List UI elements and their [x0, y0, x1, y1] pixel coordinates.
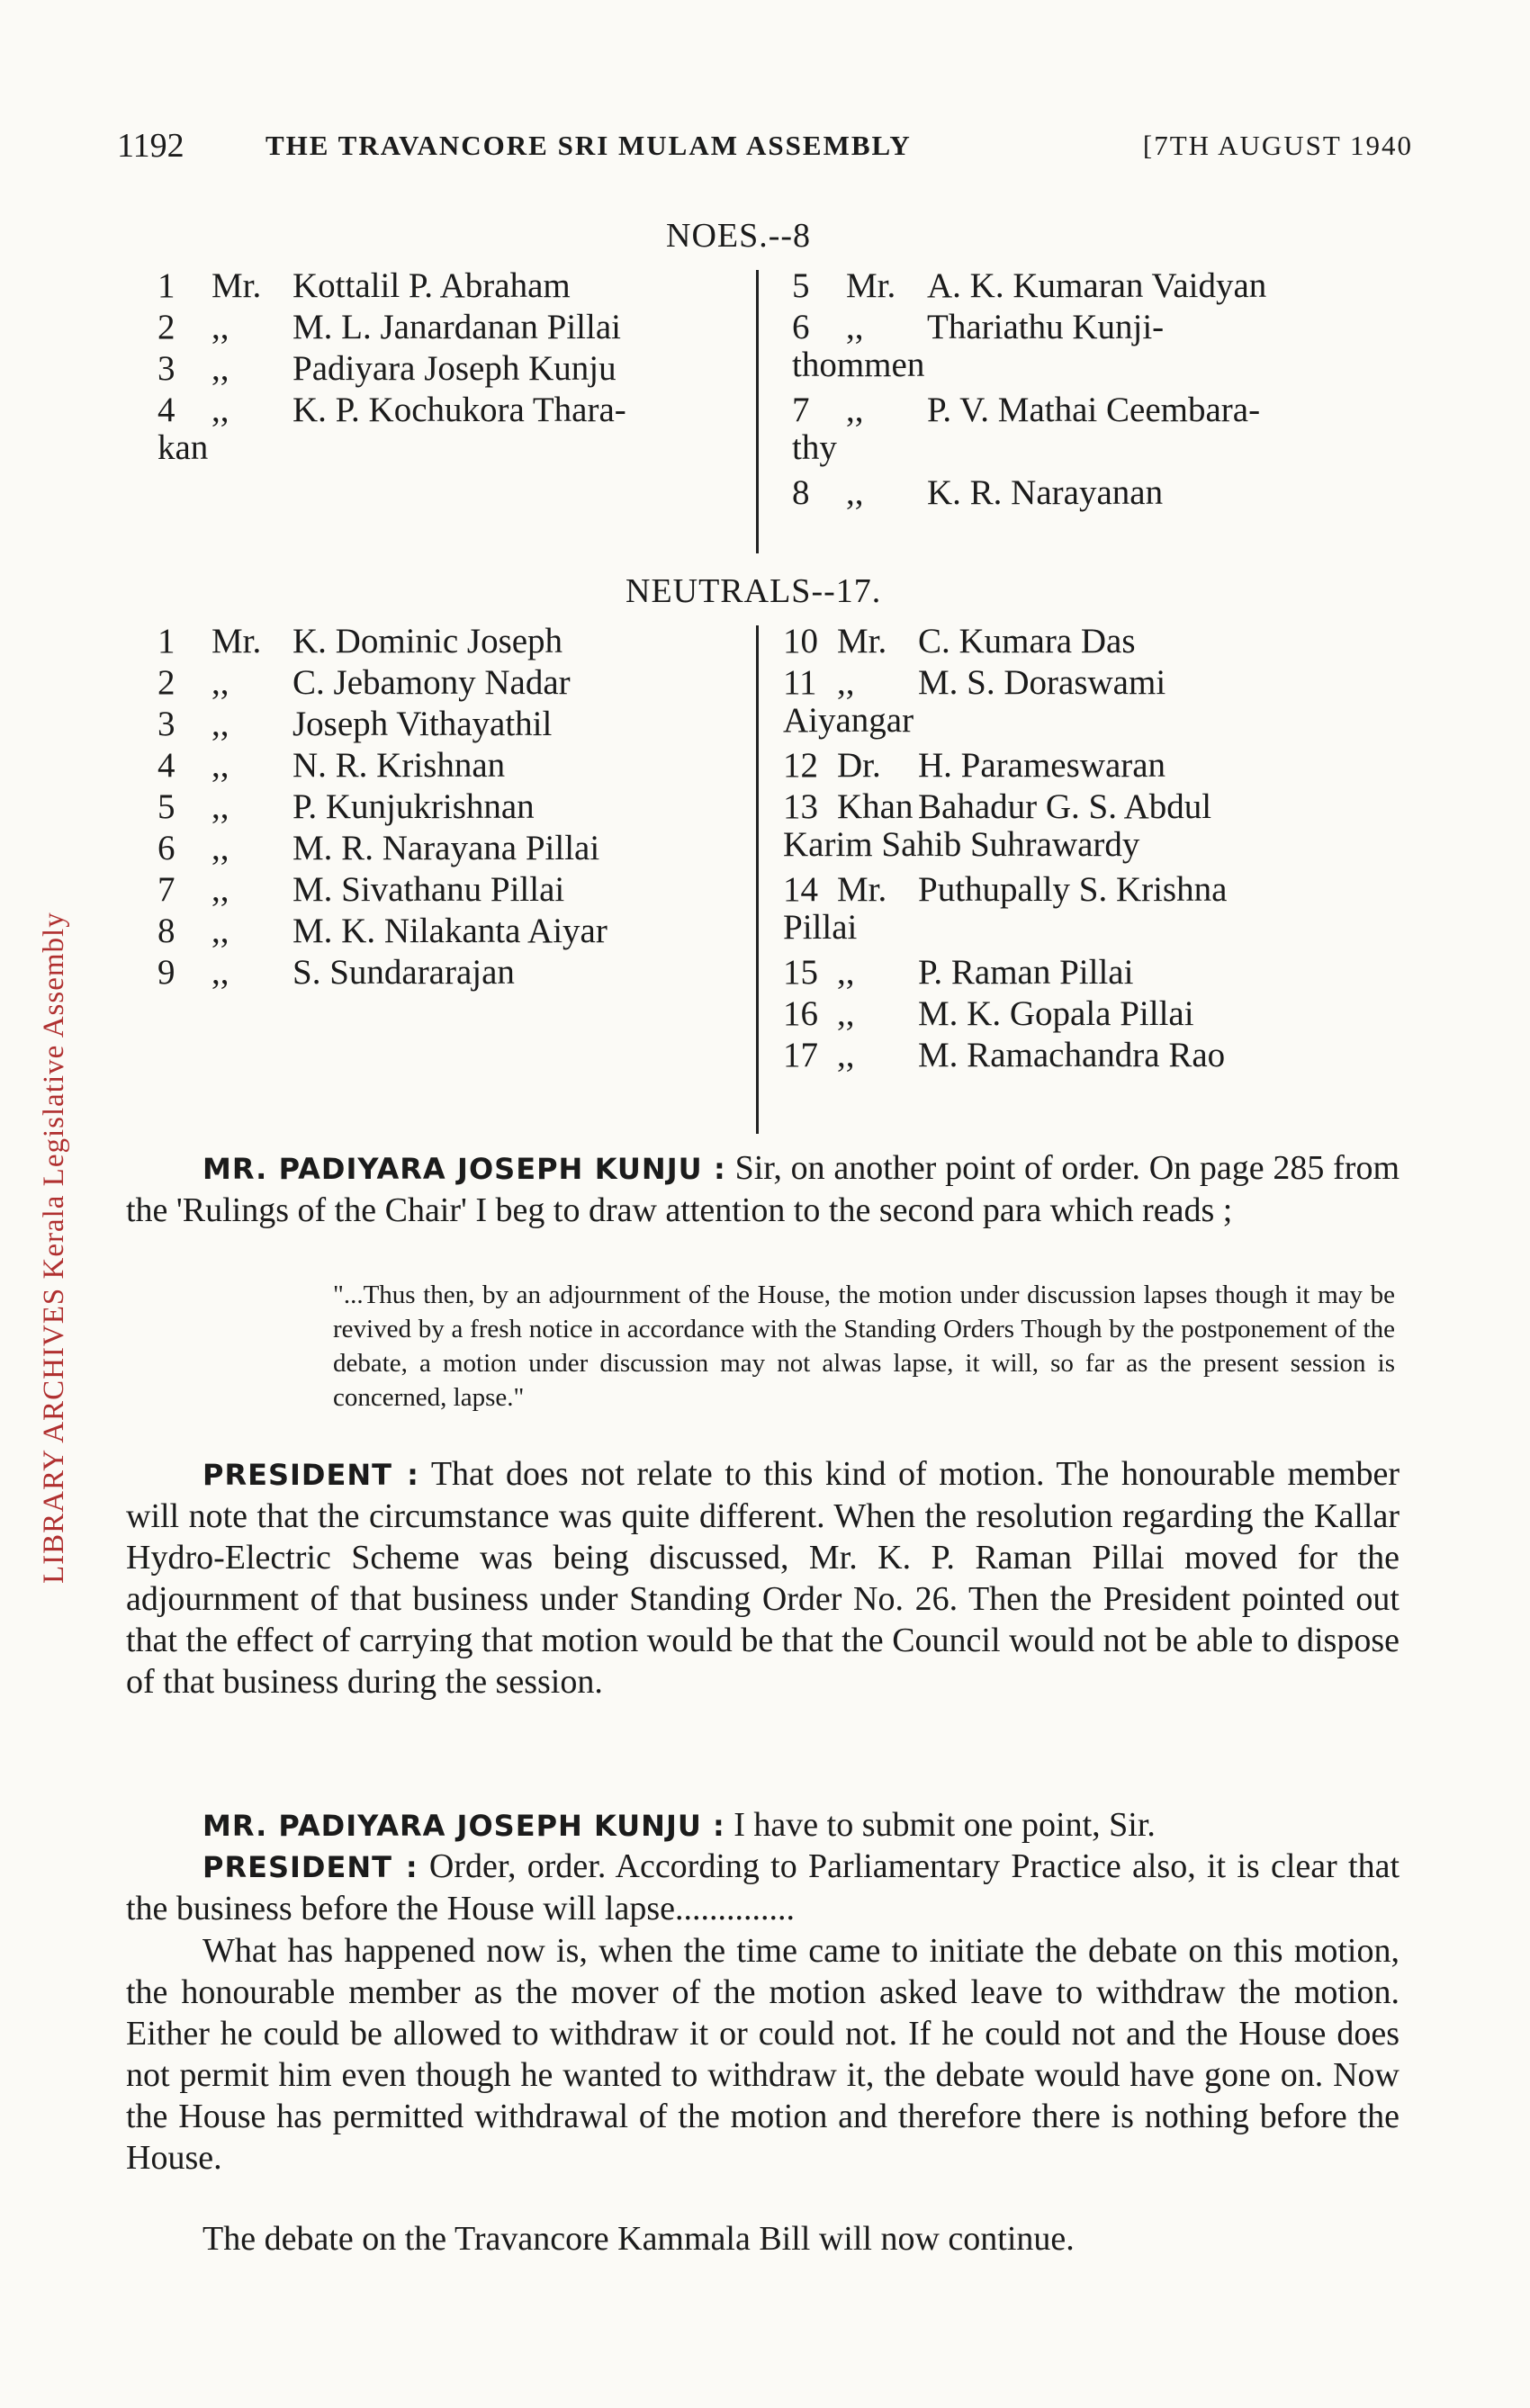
member-number: 1 — [158, 266, 176, 305]
member-entry — [792, 307, 1386, 348]
member-name: A. K. Kumaran Vaidyan — [927, 266, 1267, 305]
member-number: 5 — [792, 266, 810, 305]
member-title: ,, — [846, 308, 864, 346]
member-name: C. Jebamony Nadar — [292, 663, 571, 702]
member-entry — [158, 952, 734, 993]
member-entry — [158, 390, 734, 431]
member-name: K. P. Kochukora Thara- — [292, 391, 626, 429]
member-number: 15 — [783, 953, 818, 992]
member-number: 3 — [158, 349, 176, 388]
member-entry — [783, 952, 1386, 993]
member-title: ,, — [837, 663, 855, 702]
member-name-continued: thy — [792, 428, 837, 467]
member-number: 1 — [158, 622, 176, 660]
member-entry — [783, 1035, 1386, 1076]
archive-watermark: LIBRARY ARCHIVES Kerala Legislative Assembly — [38, 912, 70, 1584]
member-entry — [158, 869, 734, 911]
speech-text: That does not relate to this kind of motion. The honourable member will note that the circumstance was quite different. When the resolution regarding the Kallar Hydro-Electric Scheme was being discussed, Mr. K. P. Raman Pillai moved for the adjournment of that business under Standing Order No. 26. Then the President pointed out that the effect of carrying that motion would be that the Council would not be able to dispose of that business during the session. — [126, 1455, 1400, 1701]
speech-text: I have to submit one point, Sir. — [734, 1806, 1156, 1844]
member-entry — [158, 348, 734, 390]
member-name: P. V. Mathai Ceembara- — [927, 391, 1261, 429]
paragraph-point-of-order — [126, 1147, 1400, 1231]
member-name: K. R. Narayanan — [927, 473, 1164, 512]
member-entry — [792, 390, 1386, 431]
member-number: 3 — [158, 705, 176, 743]
member-name-continued: Pillai — [783, 908, 858, 947]
member-number: 2 — [158, 308, 176, 346]
paragraph-president-order — [126, 1846, 1400, 1929]
member-number: 17 — [783, 1036, 818, 1074]
member-number: 7 — [792, 391, 810, 429]
member-number: 11 — [783, 663, 817, 702]
member-number: 4 — [158, 746, 176, 785]
member-name: M. S. Doraswami — [918, 663, 1166, 702]
noes-list — [0, 265, 1530, 562]
member-entry — [158, 911, 734, 952]
member-title: ,, — [837, 994, 855, 1033]
column-divider — [756, 625, 759, 1134]
column-divider — [756, 270, 759, 553]
member-title: ,, — [846, 391, 864, 429]
member-name: Padiyara Joseph Kunju — [292, 349, 616, 388]
member-title: ,, — [212, 787, 230, 826]
member-entry — [158, 828, 734, 869]
member-title: ,, — [212, 870, 230, 909]
member-number: 10 — [783, 622, 818, 660]
neutrals-list — [0, 621, 1530, 1134]
member-number: 14 — [783, 870, 818, 909]
member-name: P. Raman Pillai — [918, 953, 1134, 992]
member-title: Mr. — [846, 266, 896, 305]
speech-text: What has happened now is, when the time came to initiate the debate on this motion, the honourable member as the mover of the motion asked leave to withdraw the motion. Either he could be allowed to withdraw it or could not. If he could not and the House does not permit him even though he wanted to withdraw it, the debate would have gone on. Now the House has permitted withdrawal of the motion and therefore there is nothing before the House. — [126, 1932, 1400, 2177]
paragraph-submission — [126, 1804, 1400, 1846]
noes-title: NOES.--8 — [666, 217, 812, 255]
member-title: ,, — [837, 1036, 855, 1074]
page-header — [117, 126, 1413, 175]
member-name: Puthupally S. Krishna — [918, 870, 1228, 909]
speech-text: Order, order. According to Parliamentary Practice also, it is clear that the business before the House will lapse.............. — [126, 1847, 1400, 1927]
member-name: N. R. Krishnan — [292, 746, 506, 785]
member-title: Mr. — [837, 622, 887, 660]
member-number: 6 — [158, 829, 176, 867]
member-entry — [783, 993, 1386, 1035]
member-number: 7 — [158, 870, 176, 909]
member-name: Bahadur G. S. Abdul — [918, 787, 1212, 826]
member-entry — [792, 472, 1386, 514]
member-title: ,, — [212, 391, 230, 429]
member-entry — [158, 786, 734, 828]
member-title: Mr. — [212, 266, 262, 305]
member-title: ,, — [212, 746, 230, 785]
member-entry — [158, 662, 734, 704]
speech-text: The debate on the Travancore Kammala Bill will now continue. — [202, 2220, 1075, 2258]
member-name: Thariathu Kunji- — [927, 308, 1165, 346]
member-entry — [792, 265, 1386, 307]
member-entry — [783, 869, 1386, 911]
member-name: S. Sundararajan — [292, 953, 515, 992]
speaker-name: PRESIDENT : — [202, 1850, 418, 1884]
quoted-ruling: "...Thus then, by an adjournment of the House, the motion under discussion lapses though it may be revived by a fresh notice in accordance with the Standing Orders Though by the postponement of the debate, a motion under discussion may not alwas lapse, it will, so far as the present session is concerned, lapse." — [333, 1280, 1395, 1412]
member-entry — [783, 621, 1386, 662]
member-number: 16 — [783, 994, 818, 1033]
member-number: 13 — [783, 787, 818, 826]
member-title: ,, — [837, 953, 855, 992]
member-name: M. Sivathanu Pillai — [292, 870, 565, 909]
member-name: P. Kunjukrishnan — [292, 787, 535, 826]
speaker-name: MR. PADIYARA JOSEPH KUNJU : — [202, 1152, 726, 1186]
member-name-continued: Aiyangar — [783, 701, 914, 740]
member-name: M. Ramachandra Rao — [918, 1036, 1226, 1074]
member-name: M. R. Narayana Pillai — [292, 829, 600, 867]
member-number: 12 — [783, 746, 818, 785]
member-name-continued: thommen — [792, 346, 925, 384]
member-title: Mr. — [212, 622, 262, 660]
speech-text: Sir, on another point of order. On page 285 from the 'Rulings of the Chair' I beg to draw attention to the second para which reads ; — [126, 1149, 1400, 1229]
member-entry — [158, 745, 734, 786]
member-title: ,, — [212, 953, 230, 992]
member-entry — [783, 662, 1386, 704]
speaker-name: PRESIDENT : — [202, 1458, 419, 1492]
paragraph-explanation — [126, 1930, 1400, 2179]
member-title: ,, — [212, 829, 230, 867]
member-name: H. Parameswaran — [918, 746, 1166, 785]
member-entry — [158, 307, 734, 348]
member-number: 4 — [158, 391, 176, 429]
header-date: [7TH AUGUST 1940 — [1142, 130, 1413, 161]
member-name: Joseph Vithayathil — [292, 705, 553, 743]
page-number: 1192 — [117, 127, 184, 165]
member-name: K. Dominic Joseph — [292, 622, 563, 660]
member-name: C. Kumara Das — [918, 622, 1136, 660]
neutrals-title: NEUTRALS--17. — [626, 572, 882, 610]
member-title: ,, — [212, 663, 230, 702]
member-name: M. L. Janardanan Pillai — [292, 308, 621, 346]
member-entry — [783, 786, 1386, 828]
member-entry — [158, 704, 734, 745]
paragraph-continue — [126, 2218, 1400, 2260]
member-number: 6 — [792, 308, 810, 346]
member-name: Kottalil P. Abraham — [292, 266, 571, 305]
member-title: ,, — [846, 473, 864, 512]
member-name-continued: kan — [158, 428, 209, 467]
paragraph-president-reply — [126, 1453, 1400, 1703]
member-name: M. K. Gopala Pillai — [918, 994, 1194, 1033]
member-number: 8 — [158, 912, 176, 950]
member-title: Dr. — [837, 746, 881, 785]
member-number: 2 — [158, 663, 176, 702]
running-title: THE TRAVANCORE SRI MULAM ASSEMBLY — [266, 130, 912, 161]
member-title: ,, — [212, 308, 230, 346]
member-title: ,, — [212, 705, 230, 743]
member-number: 5 — [158, 787, 176, 826]
member-entry — [783, 745, 1386, 786]
member-name-continued: Karim Sahib Suhrawardy — [783, 825, 1140, 864]
member-number: 8 — [792, 473, 810, 512]
member-title: Mr. — [837, 870, 887, 909]
member-title: ,, — [212, 349, 230, 388]
member-name: M. K. Nilakanta Aiyar — [292, 912, 608, 950]
member-number: 9 — [158, 953, 176, 992]
member-title: Khan — [837, 787, 914, 826]
speaker-name: MR. PADIYARA JOSEPH KUNJU : — [202, 1809, 725, 1843]
member-entry — [158, 265, 734, 307]
member-title: ,, — [212, 912, 230, 950]
member-entry — [158, 621, 734, 662]
